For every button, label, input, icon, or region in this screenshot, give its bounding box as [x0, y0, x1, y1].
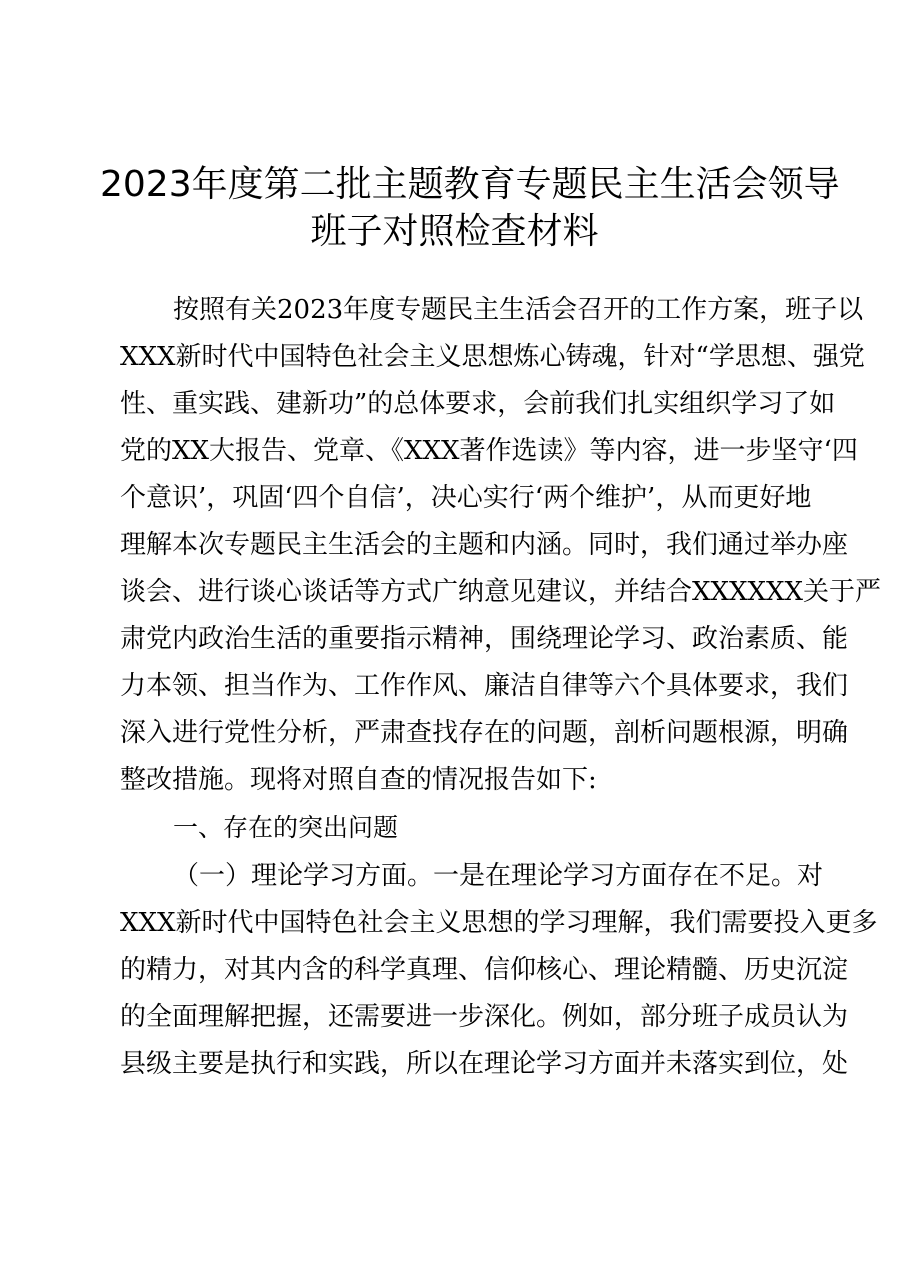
intro-paragraph-line: 个意识’，巩固‘四个自信’，决心实行‘两个维护’，从而更好地	[120, 483, 812, 513]
intro-paragraph-line: 谈会、进行谈心谈话等方式广纳意见建议，并结合XXXXXX关于严	[120, 577, 882, 607]
document-title-line-2: 班子对照检查材料	[310, 211, 599, 252]
intro-paragraph-line: 深入进行党性分析，严肃查找存在的问题，剖析问题根源，明确	[120, 718, 849, 748]
section-paragraph-line: （一）理论学习方面。一是在理论学习方面存在不足。对	[173, 861, 824, 891]
document-title-line-1: 2023年度第二批主题教育专题民主生活会领导	[100, 164, 840, 205]
intro-paragraph-line: 性、重实践、建新功”的总体要求，会前我们扎实组织学习了如	[120, 389, 836, 419]
intro-paragraph-line: 理解本次专题民主生活会的主题和内涵。同时，我们通过举办座	[120, 530, 849, 560]
intro-paragraph-line: 整改措施。现将对照自查的情况报告如下:	[120, 765, 597, 795]
section-paragraph-line: 的精力，对其内含的科学真理、信仰核心、理论精髓、历史沉淀	[120, 955, 849, 985]
intro-paragraph-line: XXX新时代中国特色社会主义思想炼心铸魂，针对“学思想、强党	[120, 342, 865, 372]
section-paragraph-line: 的全面理解把握，还需要进一步深化。例如，部分班子成员认为	[120, 1002, 849, 1032]
section-paragraph-line: 县级主要是执行和实践，所以在理论学习方面并未落实到位，处	[120, 1049, 849, 1079]
intro-paragraph-line: 按照有关2023年度专题民主生活会召开的工作方案，班子以	[173, 295, 864, 325]
intro-paragraph-line: 力本领、担当作为、工作作风、廉洁自律等六个具体要求，我们	[120, 671, 849, 701]
section-paragraph-line: XXX新时代中国特色社会主义思想的学习理解，我们需要投入更多	[120, 908, 878, 938]
intro-paragraph-line: 党的XX大报告、党章、《XXX著作选读》等内容，进一步坚守‘四	[120, 436, 858, 466]
section-heading: 一、存在的突出问题	[173, 813, 399, 842]
intro-paragraph-line: 肃党内政治生活的重要指示精神，围绕理论学习、政治素质、能	[120, 624, 849, 654]
